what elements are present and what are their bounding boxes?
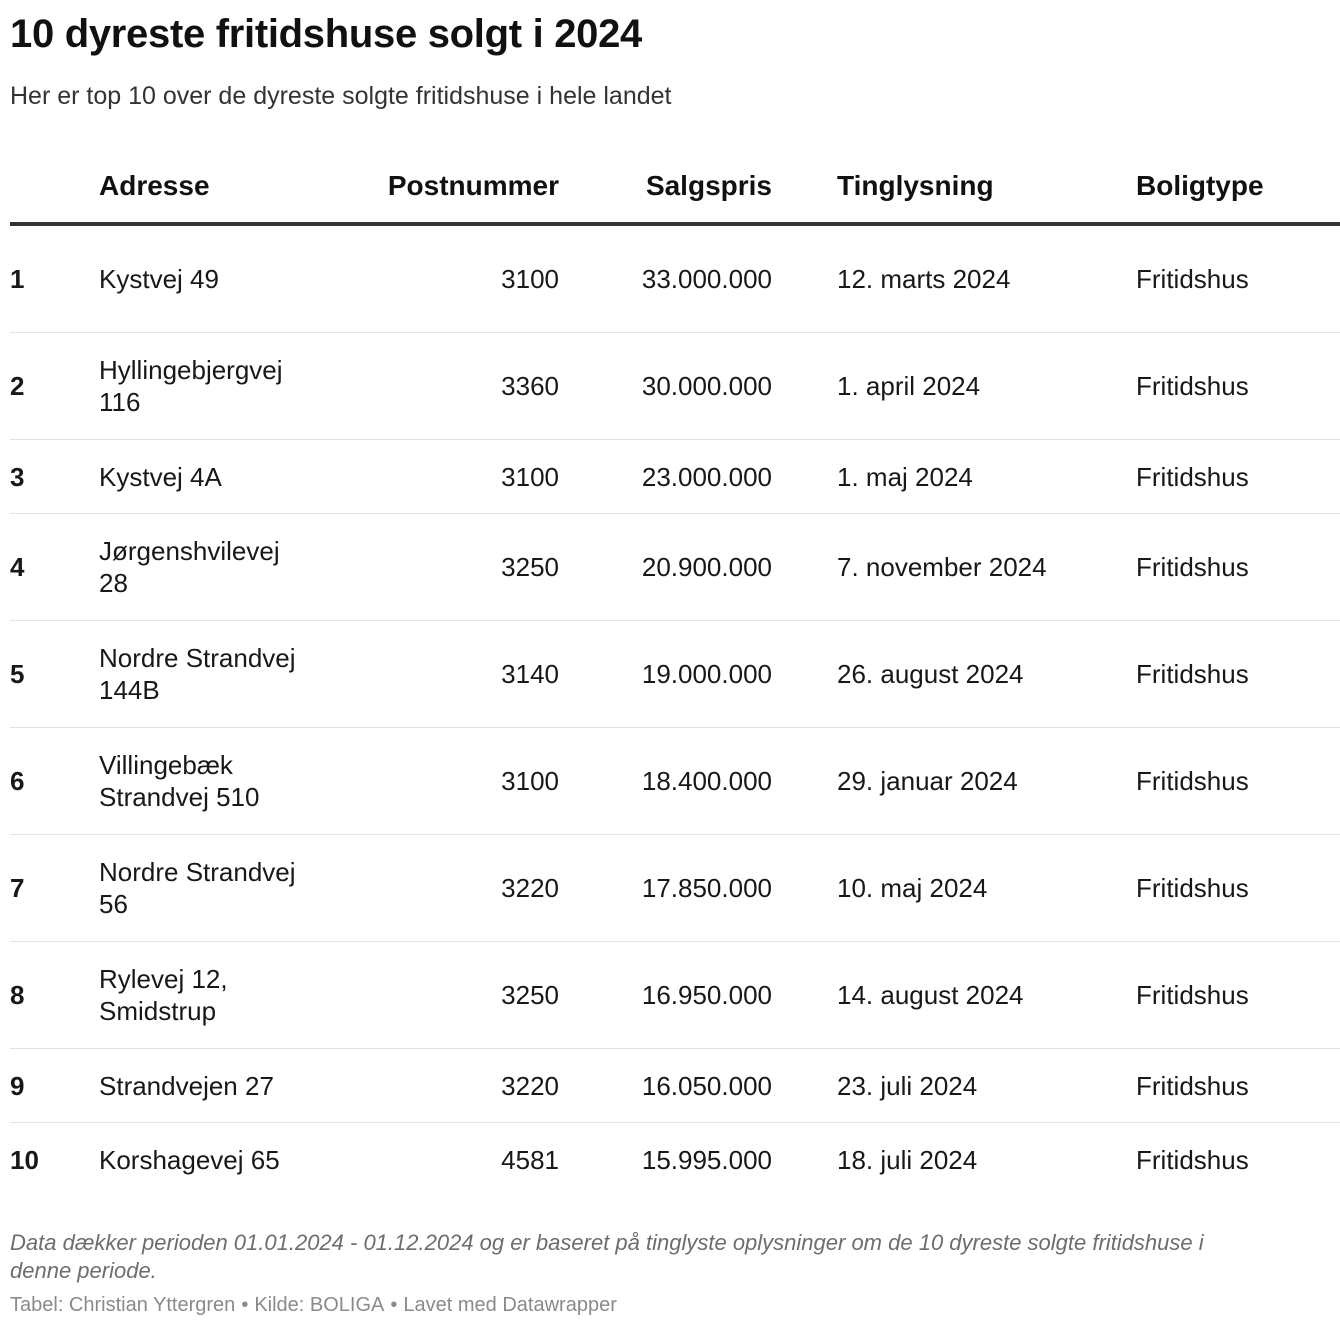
- cell-date: 26. august 2024: [772, 621, 1071, 728]
- cell-date: 1. april 2024: [772, 333, 1071, 440]
- cell-date: 10. maj 2024: [772, 835, 1071, 942]
- cell-date: 29. januar 2024: [772, 728, 1071, 835]
- column-header-price[interactable]: Salgspris: [559, 150, 772, 224]
- cell-rank: 4: [10, 514, 99, 621]
- cell-rank: 9: [10, 1049, 99, 1123]
- cell-rank: 5: [10, 621, 99, 728]
- cell-postal: 3360: [299, 333, 559, 440]
- cell-address: Kystvej 49: [99, 224, 299, 333]
- cell-address: Villingebæk Strandvej 510: [99, 728, 299, 835]
- cell-postal: 3220: [299, 1049, 559, 1123]
- cell-postal: 4581: [501, 1145, 559, 1175]
- table-row: [10, 224, 1340, 333]
- table-header: [10, 150, 1340, 224]
- table-row: [10, 440, 1340, 514]
- table-row: [10, 1049, 1340, 1123]
- cell-rank: 8: [10, 942, 99, 1049]
- cell-price: 17.850.000: [559, 835, 772, 942]
- cell-rank: 7: [10, 835, 99, 942]
- cell-address: Jørgenshvilevej 28: [99, 514, 299, 621]
- credit-source: Kilde: BOLIGA: [254, 1294, 385, 1316]
- table-row: [10, 514, 1340, 621]
- cell-address: Rylevej 12, Smidstrup: [99, 942, 299, 1049]
- cell-date: 23. juli 2024: [772, 1049, 1071, 1123]
- cell-type: Fritidshus: [1071, 333, 1340, 440]
- cell-type: Fritidshus: [1071, 835, 1340, 942]
- table-row: [10, 621, 1340, 728]
- table-row: [10, 333, 1340, 440]
- cell-address: Nordre Strandvej 56: [99, 835, 299, 942]
- cell-date: 7. november 2024: [772, 514, 1071, 621]
- cell-type: Fritidshus: [1071, 1049, 1340, 1123]
- data-table: [10, 150, 1340, 1197]
- cell-rank: 6: [10, 728, 99, 835]
- cell-price: 20.900.000: [559, 514, 772, 621]
- cell-postal: 3140: [299, 621, 559, 728]
- credit-separator: •: [241, 1294, 249, 1316]
- cell-price: 16.950.000: [559, 942, 772, 1049]
- table-row: [10, 728, 1340, 835]
- cell-date: 14. august 2024: [772, 942, 1071, 1049]
- cell-type: Fritidshus: [1071, 224, 1340, 333]
- cell-price: 23.000.000: [559, 440, 772, 514]
- cell-price: 30.000.000: [559, 333, 772, 440]
- header-row: [10, 150, 1340, 224]
- column-header-rank[interactable]: [10, 150, 99, 224]
- cell-price: 19.000.000: [559, 621, 772, 728]
- cell-rank: 2: [10, 333, 99, 440]
- cell-rank: 3: [10, 440, 99, 514]
- cell-postal: 3250: [299, 942, 559, 1049]
- chart-title: 10 dyreste fritidshuse solgt i 2024: [10, 12, 642, 56]
- column-header-type[interactable]: Boligtype: [1071, 150, 1340, 224]
- cell-address: Hyllingebjergvej 116: [99, 333, 299, 440]
- cell-type: Fritidshus: [1071, 728, 1340, 835]
- cell-postal: 3250: [299, 514, 559, 621]
- table-body: [10, 224, 1340, 1197]
- cell-postal: 3220: [299, 835, 559, 942]
- column-header-date[interactable]: Tinglysning: [772, 150, 1071, 224]
- cell-price: 33.000.000: [559, 224, 772, 333]
- cell-rank: 10: [10, 1145, 39, 1175]
- chart-subtitle: Her er top 10 over de dyreste solgte fritidshuse i hele landet: [10, 82, 672, 110]
- cell-type: Fritidshus: [1071, 621, 1340, 728]
- table-row: [10, 1123, 1340, 1198]
- cell-date: 1. maj 2024: [772, 440, 1071, 514]
- cell-postal: 3100: [299, 728, 559, 835]
- footnote: Data dækker perioden 01.01.2024 - 01.12.2024 og er baseret på tinglyste oplysninger om de 10 dyreste solgte fritidshuse i denne periode.: [10, 1230, 1204, 1283]
- cell-price: 18.400.000: [559, 728, 772, 835]
- credit-tool[interactable]: Lavet med Datawrapper: [403, 1294, 617, 1316]
- cell-type: Fritidshus: [1071, 440, 1340, 514]
- column-header-address[interactable]: Adresse: [99, 150, 299, 224]
- credits: [10, 1294, 617, 1317]
- cell-type: Fritidshus: [1136, 1145, 1249, 1175]
- cell-address: Nordre Strandvej 144B: [99, 621, 299, 728]
- credit-author: Tabel: Christian Yttergren: [10, 1294, 236, 1316]
- cell-address: Strandvejen 27: [99, 1049, 299, 1123]
- cell-price: 15.995.000: [641, 1145, 772, 1175]
- cell-price: 16.050.000: [559, 1049, 772, 1123]
- column-header-postal[interactable]: Postnummer: [299, 150, 559, 224]
- table-row: [10, 835, 1340, 942]
- cell-type: Fritidshus: [1071, 942, 1340, 1049]
- credit-separator: •: [390, 1294, 398, 1316]
- cell-rank: 1: [10, 224, 99, 333]
- cell-date: 12. marts 2024: [772, 224, 1071, 333]
- cell-date: 18. juli 2024: [837, 1145, 978, 1175]
- cell-address: Korshagevej 65: [99, 1145, 280, 1175]
- cell-address: Kystvej 4A: [99, 440, 299, 514]
- table-row: [10, 942, 1340, 1049]
- cell-postal: 3100: [299, 440, 559, 514]
- cell-type: Fritidshus: [1071, 514, 1340, 621]
- cell-postal: 3100: [299, 224, 559, 333]
